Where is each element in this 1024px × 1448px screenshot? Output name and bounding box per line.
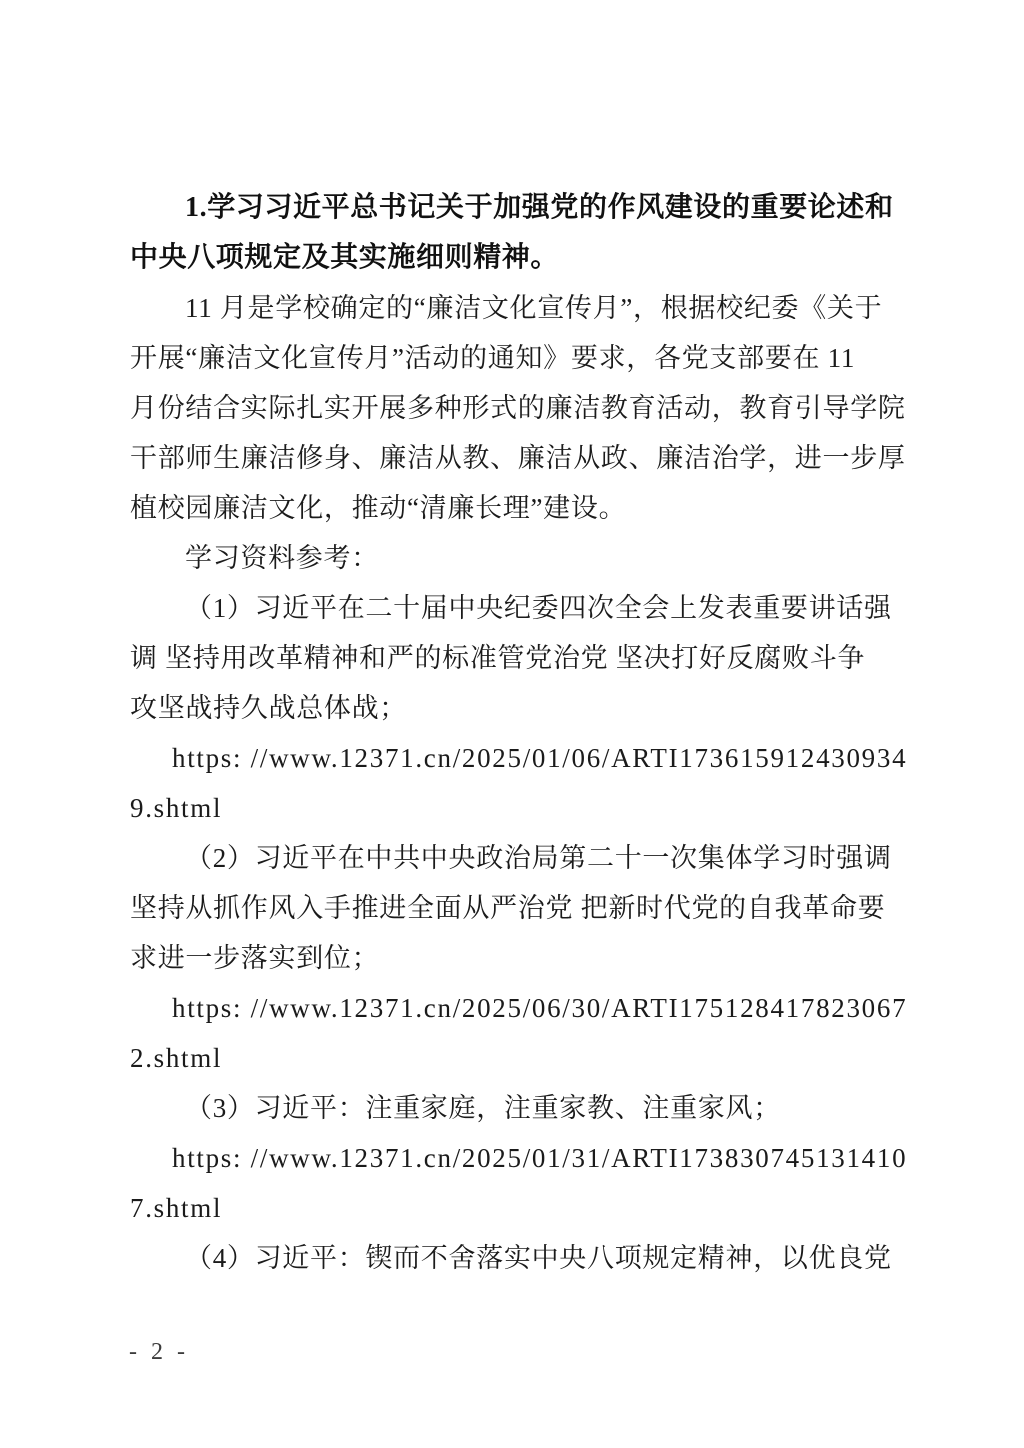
page-number: - 2 -	[129, 1339, 189, 1365]
reference-item-3-line: （3）习近平：注重家庭，注重家教、注重家风；	[185, 1093, 781, 1123]
reference-url-3-line: https: //www.12371.cn/2025/01/31/ARTI173830745131410	[172, 1143, 908, 1173]
paragraph-line: 开展“廉洁文化宣传月”活动的通知》要求，各党支部要在 11	[130, 343, 856, 373]
reference-item-4-line: （4）习近平：锲而不舍落实中央八项规定精神，以优良党	[185, 1243, 892, 1273]
paragraph-line: 11 月是学校确定的“廉洁文化宣传月”，根据校纪委《关于	[185, 293, 883, 323]
reference-item-2-line: （2）习近平在中共中央政治局第二十一次集体学习时强调	[185, 843, 892, 873]
reference-item-1-line: 攻坚战持久战总体战；	[130, 693, 407, 723]
references-label: 学习资料参考：	[185, 543, 379, 573]
heading-line-1: 1.学习习近平总书记关于加强党的作风建设的重要论述和	[185, 192, 894, 223]
reference-url-3-line: 7.shtml	[130, 1193, 223, 1223]
reference-url-2-line: 2.shtml	[130, 1043, 223, 1073]
heading-line-2: 中央八项规定及其实施细则精神。	[130, 242, 560, 273]
paragraph-line: 植校园廉洁文化，推动“清廉长理”建设。	[130, 493, 627, 523]
reference-url-2-line: https: //www.12371.cn/2025/06/30/ARTI175128417823067	[172, 993, 908, 1023]
reference-url-1-line: https: //www.12371.cn/2025/01/06/ARTI173615912430934	[172, 743, 908, 773]
document-body	[130, 183, 912, 1283]
reference-item-1-line: 调 坚持用改革精神和严的标准管党治党 坚决打好反腐败斗争	[130, 643, 866, 673]
reference-url-1-line: 9.shtml	[130, 793, 223, 823]
reference-item-1-line: （1）习近平在二十届中央纪委四次全会上发表重要讲话强	[185, 593, 892, 623]
reference-item-2-line: 坚持从抓作风入手推进全面从严治党 把新时代党的自我革命要	[130, 893, 886, 923]
paragraph-line: 干部师生廉洁修身、廉洁从教、廉洁从政、廉洁治学，进一步厚	[130, 443, 906, 473]
paragraph-line: 月份结合实际扎实开展多种形式的廉洁教育活动，教育引导学院	[130, 393, 906, 423]
reference-item-2-line: 求进一步落实到位；	[130, 943, 380, 973]
